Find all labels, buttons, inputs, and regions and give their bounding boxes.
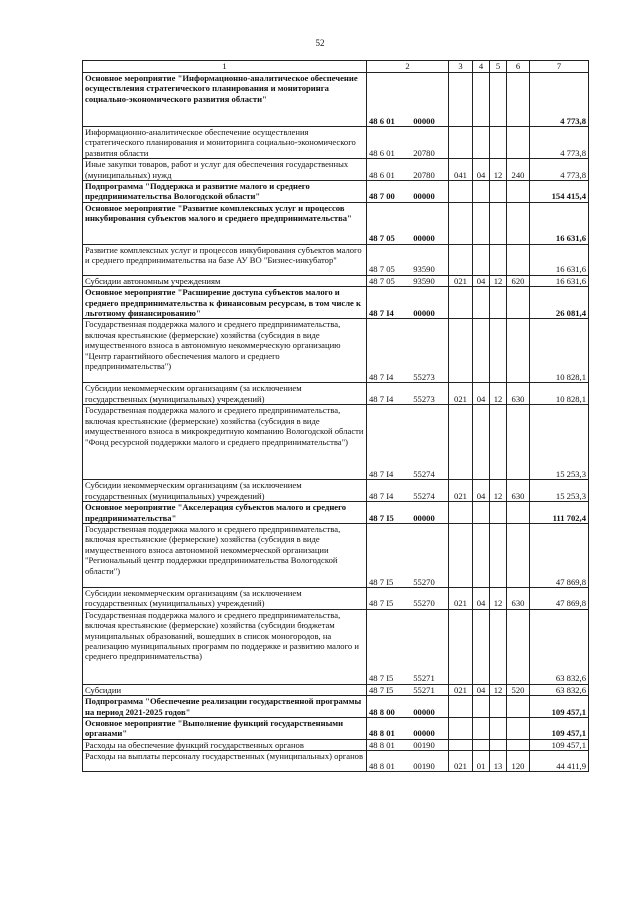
program-code: 48 7 I4 bbox=[369, 372, 394, 383]
table-row bbox=[83, 287, 589, 319]
direction-code: 93590 bbox=[413, 264, 435, 275]
ministry-code bbox=[449, 73, 473, 127]
program-code: 48 7 I5 bbox=[369, 598, 394, 609]
row-amount: 154 415,4 bbox=[530, 181, 589, 203]
row-target-code bbox=[367, 684, 449, 695]
row-target-code bbox=[367, 587, 449, 609]
section-code: 01 bbox=[473, 751, 490, 772]
subsection-code bbox=[490, 502, 507, 524]
header-cell: 5 bbox=[490, 61, 507, 73]
row-name: Основное мероприятие "Информационно-аналитическое обеспечение осуществления стратегического планирования и мониторинга социально-экономического развития области" bbox=[83, 73, 367, 127]
row-amount: 16 631,6 bbox=[530, 244, 589, 275]
row-name: Основное мероприятие "Акселерация субъектов малого и среднего предпринимательства" bbox=[83, 502, 367, 524]
row-amount: 63 832,6 bbox=[530, 609, 589, 684]
direction-code: 55273 bbox=[413, 372, 435, 383]
row-target-code bbox=[367, 751, 449, 772]
subsection-code bbox=[490, 244, 507, 275]
direction-code: 55270 bbox=[413, 598, 435, 609]
ministry-code bbox=[449, 739, 473, 750]
direction-code: 00000 bbox=[413, 191, 435, 202]
expense-type-code bbox=[507, 502, 530, 524]
row-amount: 44 411,9 bbox=[530, 751, 589, 772]
subsection-code: 13 bbox=[490, 751, 507, 772]
row-name: Основное мероприятие "Выполнение функций государственными органами" bbox=[83, 717, 367, 739]
row-name: Субсидии некоммерческим организациям (за исключением государственных (муниципальных) учреждений) bbox=[83, 383, 367, 405]
expense-type-code: 520 bbox=[507, 684, 530, 695]
ministry-code: 021 bbox=[449, 480, 473, 502]
expense-type-code bbox=[507, 244, 530, 275]
expense-type-code bbox=[507, 181, 530, 203]
program-code: 48 7 I5 bbox=[369, 673, 394, 684]
direction-code: 55270 bbox=[413, 576, 435, 587]
row-target-code bbox=[367, 244, 449, 275]
row-target-code bbox=[367, 717, 449, 739]
subsection-code bbox=[490, 127, 507, 159]
row-amount: 4 773,8 bbox=[530, 159, 589, 181]
row-name: Государственная поддержка малого и среднего предпринимательства, включая крестьянские (фермерские) хозяйства (субсидия в виде имущественного взноса в микрокредитную компанию Вологодской области "Фонд ресурсной поддержки малого и среднего предпринимательства") bbox=[83, 405, 367, 480]
expense-type-code: 620 bbox=[507, 275, 530, 286]
row-name: Развитие комплексных услуг и процессов инкубирования субъектов малого и среднего предпринимательства на базе АУ ВО "Бизнес-инкубатор" bbox=[83, 244, 367, 275]
ministry-code: 021 bbox=[449, 383, 473, 405]
subsection-code bbox=[490, 609, 507, 684]
section-code bbox=[473, 405, 490, 480]
section-code: 04 bbox=[473, 587, 490, 609]
subsection-code bbox=[490, 319, 507, 383]
direction-code: 00000 bbox=[413, 308, 435, 319]
row-target-code bbox=[367, 523, 449, 587]
ministry-code bbox=[449, 244, 473, 275]
table-body bbox=[83, 61, 589, 772]
program-code: 48 6 01 bbox=[369, 169, 395, 180]
row-amount: 16 631,6 bbox=[530, 275, 589, 286]
subsection-code: 12 bbox=[490, 480, 507, 502]
expense-type-code bbox=[507, 523, 530, 587]
row-name: Государственная поддержка малого и среднего предпринимательства, включая крестьянские (фермерские) хозяйства (субсидия в виде имущественного взноса в автономную некоммерческую организацию "Центр гарантийного обеспечения малого и среднего предпринимательства") bbox=[83, 319, 367, 383]
row-amount: 26 081,4 bbox=[530, 287, 589, 319]
row-name: Основное мероприятие "Расширение доступа субъектов малого и среднего предпринимательства к финансовым ресурсам, в том числе к льготному финансированию" bbox=[83, 287, 367, 319]
expense-type-code bbox=[507, 287, 530, 319]
program-code: 48 8 01 bbox=[369, 760, 395, 771]
row-target-code bbox=[367, 181, 449, 203]
row-name: Подпрограмма "Поддержка и развитие малого и среднего предпринимательства Вологодской области" bbox=[83, 181, 367, 203]
ministry-code bbox=[449, 609, 473, 684]
subsection-code: 12 bbox=[490, 159, 507, 181]
direction-code: 00000 bbox=[413, 233, 435, 244]
section-code bbox=[473, 127, 490, 159]
program-code: 48 7 I4 bbox=[369, 490, 394, 501]
ministry-code bbox=[449, 523, 473, 587]
program-code: 48 7 I5 bbox=[369, 512, 394, 523]
section-code bbox=[473, 244, 490, 275]
direction-code: 55273 bbox=[413, 393, 435, 404]
ministry-code: 041 bbox=[449, 159, 473, 181]
subsection-code bbox=[490, 181, 507, 203]
section-code: 04 bbox=[473, 275, 490, 286]
ministry-code bbox=[449, 202, 473, 244]
table-row bbox=[83, 405, 589, 480]
row-amount: 111 702,4 bbox=[530, 502, 589, 524]
subsection-code: 12 bbox=[490, 275, 507, 286]
subsection-code bbox=[490, 739, 507, 750]
direction-code: 00000 bbox=[413, 728, 435, 739]
table-row bbox=[83, 684, 589, 695]
table-row bbox=[83, 480, 589, 502]
table-row bbox=[83, 717, 589, 739]
row-name: Основное мероприятие "Развитие комплексных услуг и процессов инкубирования субъектов малого и среднего предпринимательства" bbox=[83, 202, 367, 244]
program-code: 48 7 05 bbox=[369, 264, 395, 275]
subsection-code bbox=[490, 73, 507, 127]
program-code: 48 7 05 bbox=[369, 275, 395, 286]
row-target-code bbox=[367, 275, 449, 286]
ministry-code bbox=[449, 696, 473, 718]
program-code: 48 8 00 bbox=[369, 706, 395, 717]
row-target-code bbox=[367, 287, 449, 319]
subsection-code: 12 bbox=[490, 684, 507, 695]
expense-type-code: 630 bbox=[507, 480, 530, 502]
row-amount: 4 773,8 bbox=[530, 127, 589, 159]
table-row bbox=[83, 523, 589, 587]
ministry-code bbox=[449, 181, 473, 203]
table-row bbox=[83, 502, 589, 524]
subsection-code bbox=[490, 696, 507, 718]
row-target-code bbox=[367, 202, 449, 244]
table-row bbox=[83, 319, 589, 383]
program-code: 48 7 I5 bbox=[369, 576, 394, 587]
program-code: 48 8 01 bbox=[369, 728, 395, 739]
section-code bbox=[473, 319, 490, 383]
row-name: Информационно-аналитическое обеспечение осуществления стратегического планирования и мониторинга социально-экономического развития области bbox=[83, 127, 367, 159]
table-row bbox=[83, 244, 589, 275]
program-code: 48 6 01 bbox=[369, 147, 395, 158]
subsection-code bbox=[490, 717, 507, 739]
ministry-code bbox=[449, 319, 473, 383]
program-code: 48 7 05 bbox=[369, 233, 395, 244]
section-code bbox=[473, 73, 490, 127]
header-cell: 7 bbox=[530, 61, 589, 73]
direction-code: 00190 bbox=[413, 739, 435, 750]
expense-type-code bbox=[507, 202, 530, 244]
section-code bbox=[473, 696, 490, 718]
expense-type-code: 240 bbox=[507, 159, 530, 181]
direction-code: 55274 bbox=[413, 468, 435, 479]
direction-code: 00000 bbox=[413, 706, 435, 717]
row-target-code bbox=[367, 696, 449, 718]
row-amount: 15 253,3 bbox=[530, 405, 589, 480]
row-name: Государственная поддержка малого и среднего предпринимательства, включая крестьянские (фермерские) хозяйства (субсидия в виде имущественного взноса автономной некоммерческой организации "Региональный центр поддержки предпринимательства Вологодской области") bbox=[83, 523, 367, 587]
section-code bbox=[473, 523, 490, 587]
row-amount: 16 631,6 bbox=[530, 202, 589, 244]
row-amount: 4 773,8 bbox=[530, 73, 589, 127]
row-target-code bbox=[367, 319, 449, 383]
section-code bbox=[473, 287, 490, 319]
expense-type-code bbox=[507, 127, 530, 159]
row-name: Подпрограмма "Обеспечение реализации государственной программы на период 2021-2025 годов" bbox=[83, 696, 367, 718]
table-row bbox=[83, 202, 589, 244]
expense-type-code: 630 bbox=[507, 587, 530, 609]
header-cell: 3 bbox=[449, 61, 473, 73]
program-code: 48 7 I4 bbox=[369, 393, 394, 404]
row-name: Субсидии некоммерческим организациям (за исключением государственных (муниципальных) учреждений) bbox=[83, 587, 367, 609]
direction-code: 20780 bbox=[413, 169, 435, 180]
expense-type-code bbox=[507, 405, 530, 480]
row-target-code bbox=[367, 480, 449, 502]
table-row bbox=[83, 609, 589, 684]
section-code bbox=[473, 717, 490, 739]
section-code bbox=[473, 739, 490, 750]
direction-code: 93590 bbox=[413, 275, 435, 286]
section-code bbox=[473, 502, 490, 524]
table-row bbox=[83, 587, 589, 609]
row-name: Государственная поддержка малого и среднего предпринимательства, включая крестьянские (фермерские) хозяйства (субсидии бюджетам муниципальных образований, вошедших в список моногородов, на реализацию муниципальных программ по поддержке и развитию малого и среднего предпринимательства) bbox=[83, 609, 367, 684]
section-code bbox=[473, 609, 490, 684]
table-row bbox=[83, 383, 589, 405]
header-cell: 2 bbox=[367, 61, 449, 73]
ministry-code bbox=[449, 127, 473, 159]
row-amount: 10 828,1 bbox=[530, 319, 589, 383]
section-code: 04 bbox=[473, 684, 490, 695]
section-code: 04 bbox=[473, 480, 490, 502]
expense-type-code: 630 bbox=[507, 383, 530, 405]
ministry-code: 021 bbox=[449, 751, 473, 772]
ministry-code: 021 bbox=[449, 684, 473, 695]
subsection-code bbox=[490, 287, 507, 319]
row-target-code bbox=[367, 609, 449, 684]
expense-type-code bbox=[507, 696, 530, 718]
expense-type-code bbox=[507, 717, 530, 739]
header-cell: 1 bbox=[83, 61, 367, 73]
direction-code: 00000 bbox=[413, 115, 435, 126]
table-row bbox=[83, 751, 589, 772]
header-cell: 6 bbox=[507, 61, 530, 73]
row-amount: 47 869,8 bbox=[530, 587, 589, 609]
ministry-code bbox=[449, 717, 473, 739]
subsection-code bbox=[490, 523, 507, 587]
subsection-code: 12 bbox=[490, 587, 507, 609]
expense-type-code bbox=[507, 739, 530, 750]
row-target-code bbox=[367, 502, 449, 524]
table-row bbox=[83, 696, 589, 718]
program-code: 48 7 I5 bbox=[369, 684, 394, 695]
section-code: 04 bbox=[473, 159, 490, 181]
row-amount: 109 457,1 bbox=[530, 717, 589, 739]
row-name: Расходы на выплаты персоналу государственных (муниципальных) органов bbox=[83, 751, 367, 772]
table-row bbox=[83, 127, 589, 159]
table-row bbox=[83, 181, 589, 203]
row-amount: 109 457,1 bbox=[530, 739, 589, 750]
subsection-code bbox=[490, 202, 507, 244]
subsection-code bbox=[490, 405, 507, 480]
row-name: Субсидии bbox=[83, 684, 367, 695]
row-name: Расходы на обеспечение функций государственных органов bbox=[83, 739, 367, 750]
row-amount: 63 832,6 bbox=[530, 684, 589, 695]
row-amount: 109 457,1 bbox=[530, 696, 589, 718]
program-code: 48 6 01 bbox=[369, 115, 395, 126]
table-row bbox=[83, 275, 589, 286]
header-cell: 4 bbox=[473, 61, 490, 73]
ministry-code: 021 bbox=[449, 587, 473, 609]
row-name: Иные закупки товаров, работ и услуг для обеспечения государственных (муниципальных) нужд bbox=[83, 159, 367, 181]
ministry-code: 021 bbox=[449, 275, 473, 286]
subsection-code: 12 bbox=[490, 383, 507, 405]
ministry-code bbox=[449, 405, 473, 480]
program-code: 48 7 I4 bbox=[369, 468, 394, 479]
direction-code: 55274 bbox=[413, 490, 435, 501]
expense-type-code bbox=[507, 319, 530, 383]
row-target-code bbox=[367, 127, 449, 159]
program-code: 48 8 01 bbox=[369, 739, 395, 750]
table-row bbox=[83, 739, 589, 750]
section-code bbox=[473, 202, 490, 244]
expense-type-code bbox=[507, 609, 530, 684]
row-amount: 10 828,1 bbox=[530, 383, 589, 405]
direction-code: 00000 bbox=[413, 512, 435, 523]
direction-code: 55271 bbox=[413, 684, 435, 695]
expense-type-code: 120 bbox=[507, 751, 530, 772]
header-row bbox=[83, 61, 589, 73]
row-name: Субсидии некоммерческим организациям (за исключением государственных (муниципальных) учреждений) bbox=[83, 480, 367, 502]
row-target-code bbox=[367, 73, 449, 127]
program-code: 48 7 I4 bbox=[369, 308, 394, 319]
row-target-code bbox=[367, 383, 449, 405]
direction-code: 20780 bbox=[413, 147, 435, 158]
row-target-code bbox=[367, 739, 449, 750]
direction-code: 00190 bbox=[413, 760, 435, 771]
expense-type-code bbox=[507, 73, 530, 127]
page-number: 52 bbox=[315, 38, 325, 48]
budget-table bbox=[82, 60, 589, 772]
row-amount: 15 253,3 bbox=[530, 480, 589, 502]
ministry-code bbox=[449, 287, 473, 319]
row-target-code bbox=[367, 405, 449, 480]
section-code: 04 bbox=[473, 383, 490, 405]
program-code: 48 7 00 bbox=[369, 191, 395, 202]
direction-code: 55271 bbox=[413, 673, 435, 684]
section-code bbox=[473, 181, 490, 203]
ministry-code bbox=[449, 502, 473, 524]
row-target-code bbox=[367, 159, 449, 181]
row-name: Субсидии автономным учреждениям bbox=[83, 275, 367, 286]
table-row bbox=[83, 159, 589, 181]
row-amount: 47 869,8 bbox=[530, 523, 589, 587]
table-row bbox=[83, 73, 589, 127]
